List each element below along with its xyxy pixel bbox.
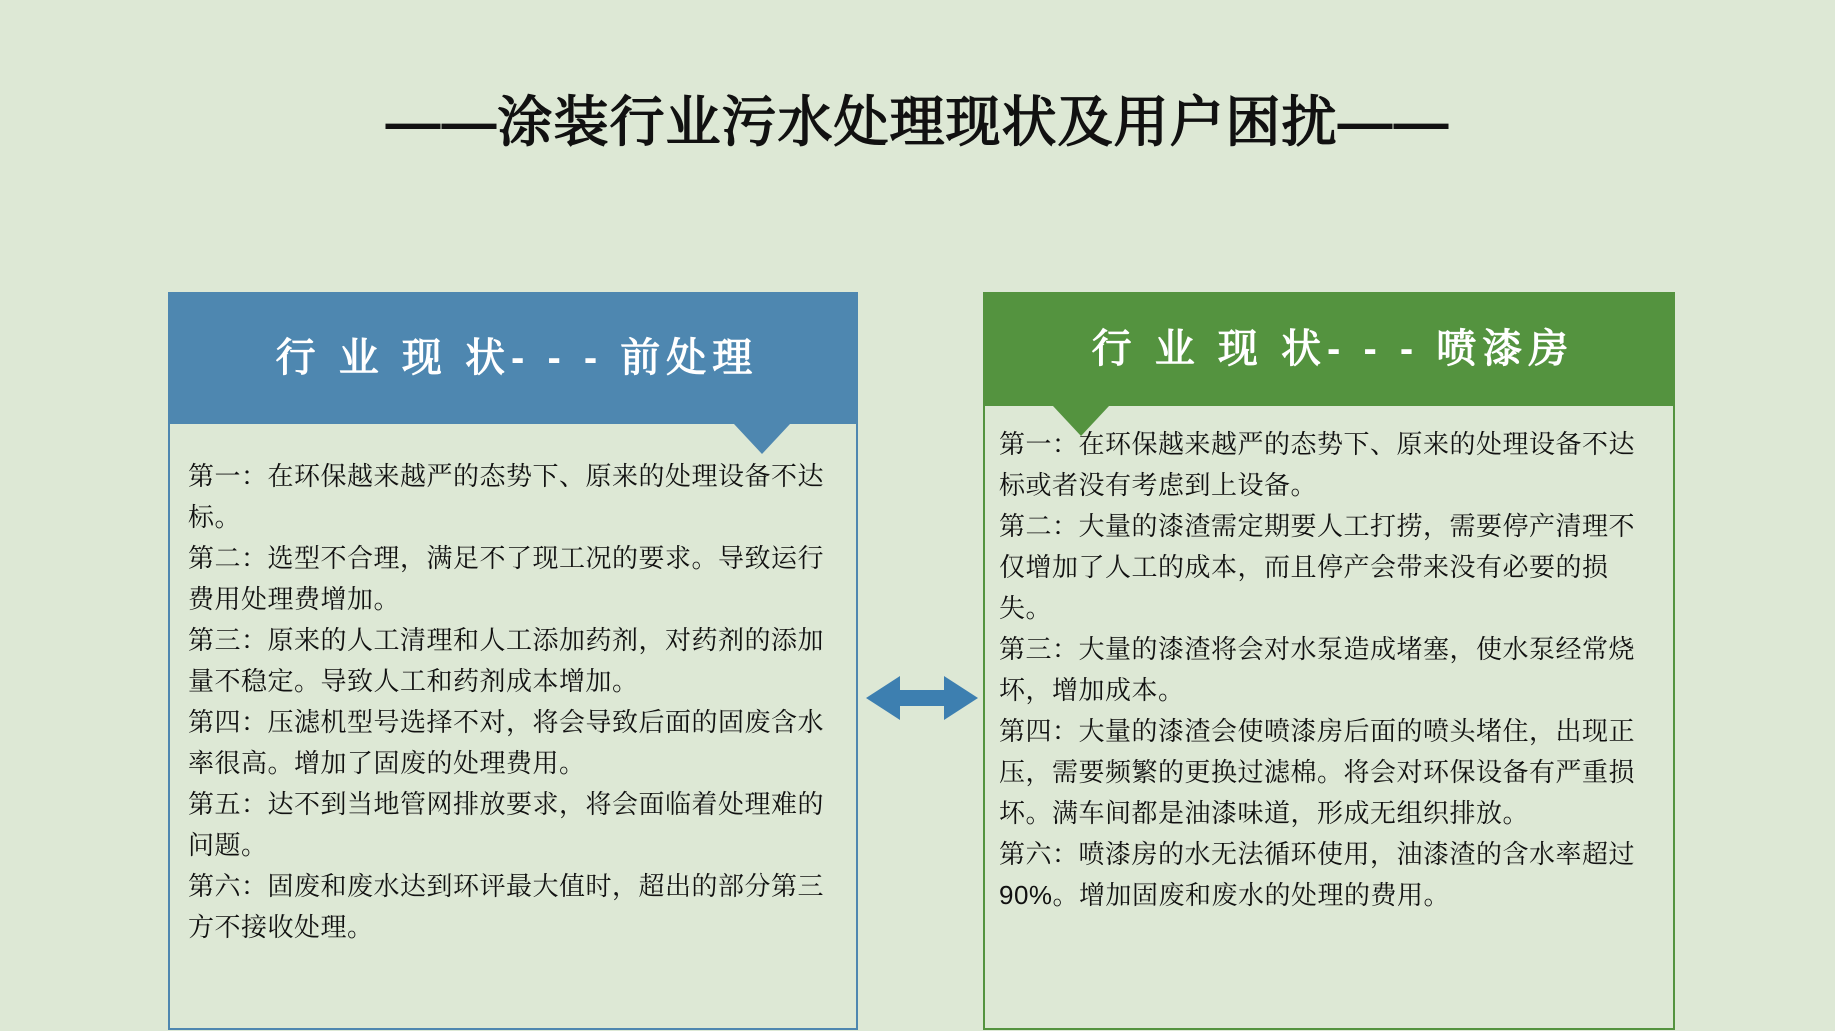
panel-spray-booth-line: 第四：大量的漆渣会使喷漆房后面的喷头堵住，出现正压，需要频繁的更换过滤棉。将会对环保设备有严重损坏。满车间都是油漆味道，形成无组织排放。 <box>999 716 1636 828</box>
panel-pretreatment-line: 第六：固废和废水达到环评最大值时，超出的部分第三方不接收处理。 <box>188 871 825 942</box>
panel-spray-booth-line: 第二：大量的漆渣需定期要人工打捞，需要停产清理不仅增加了人工的成本，而且停产会带来没有必要的损失。 <box>999 511 1636 623</box>
panel-pretreatment-line: 第一：在环保越来越严的态势下、原来的处理设备不达标。 <box>188 461 825 532</box>
panel-pretreatment-header-label: 行 业 现 状- - - 前处理 <box>275 336 759 380</box>
panel-pretreatment-line: 第五：达不到当地管网排放要求，将会面临着处理难的问题。 <box>188 789 825 860</box>
panel-spray-booth <box>983 292 1675 1030</box>
panel-spray-booth-line: 第六：喷漆房的水无法循环使用，油漆渣的含水率超过90%。增加固废和废水的处理的费用。 <box>999 839 1636 910</box>
panel-spray-booth-header-label: 行 业 现 状- - - 喷漆房 <box>1091 327 1575 371</box>
panel-pretreatment <box>168 292 858 1030</box>
panel-pretreatment-line: 第四：压滤机型号选择不对，将会导致后面的固废含水率很高。增加了固废的处理费用。 <box>188 707 825 778</box>
panel-spray-booth-line: 第一：在环保越来越严的态势下、原来的处理设备不达标或者没有考虑到上设备。 <box>999 429 1636 500</box>
panel-pretreatment-line: 第二：选型不合理，满足不了现工况的要求。导致运行费用处理费增加。 <box>188 543 825 614</box>
panel-pretreatment-line: 第三：原来的人工清理和人工添加药剂，对药剂的添加量不稳定。导致人工和药剂成本增加。 <box>188 625 825 696</box>
panel-pretreatment-body <box>168 424 858 1030</box>
panel-spray-booth-pointer-icon <box>1053 406 1109 436</box>
panel-spray-booth-line: 第三：大量的漆渣将会对水泵造成堵塞，使水泵经常烧坏，增加成本。 <box>999 634 1636 705</box>
panel-spray-booth-body <box>983 406 1675 1030</box>
double-arrow-icon <box>866 670 978 726</box>
panel-pretreatment-pointer-icon <box>734 424 790 454</box>
panel-pretreatment-header <box>168 292 858 424</box>
panel-spray-booth-header <box>983 292 1675 406</box>
page-title: ——涂装行业污水处理现状及用户困扰—— <box>385 91 1450 153</box>
